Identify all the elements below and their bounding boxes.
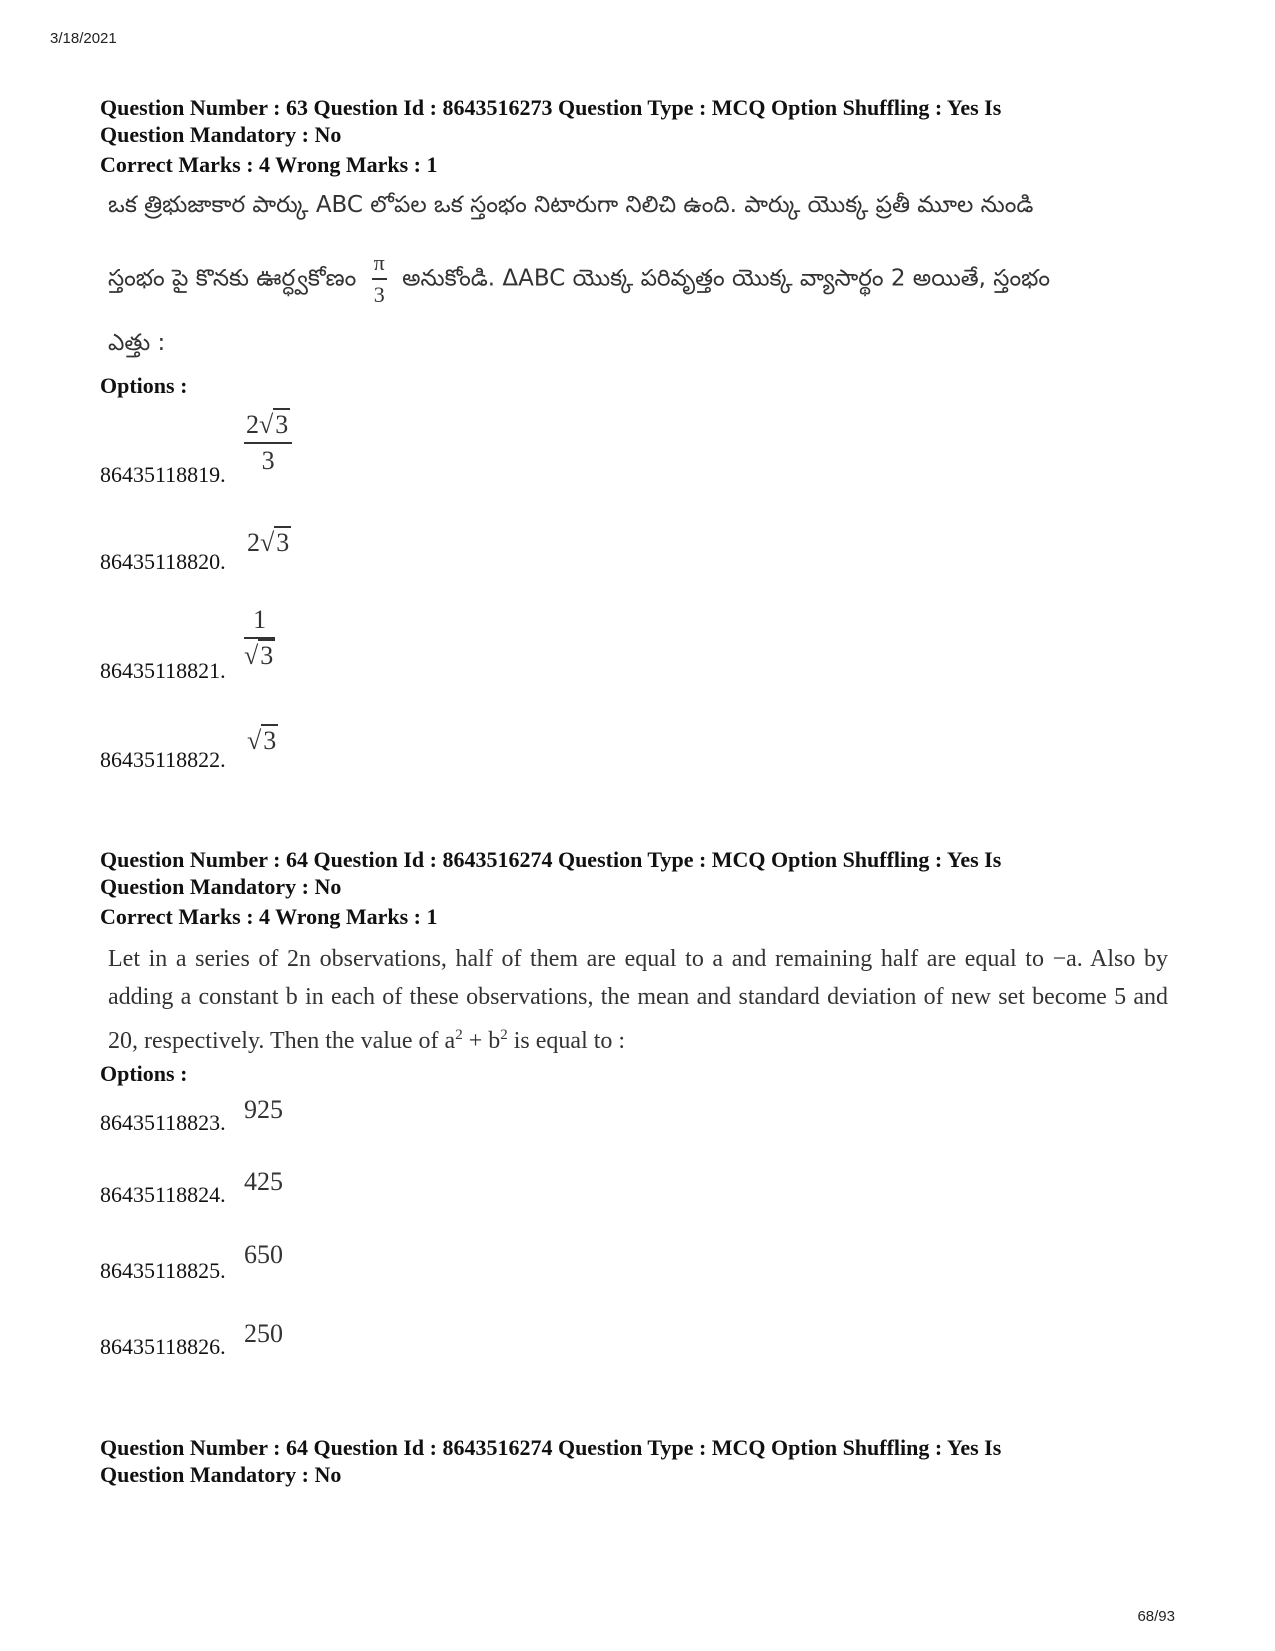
page-number: 68/93 bbox=[1137, 1608, 1175, 1625]
option-id: 86435118819. bbox=[100, 462, 226, 487]
coefficient: 2 bbox=[247, 528, 260, 557]
radical-sign: √ bbox=[244, 641, 259, 670]
question-header-line: Question Mandatory : No bbox=[100, 1462, 342, 1487]
question-64-header bbox=[100, 846, 1120, 900]
question-63-text-line-2 bbox=[108, 250, 1050, 308]
option-value: 425 bbox=[244, 1167, 283, 1196]
text-segment: అనుకోండి. ΔABC యొక్క పరివృత్తం యొక్క వ్యాసార్థం 2 అయితే, స్తంభం bbox=[402, 265, 1051, 292]
square-root bbox=[247, 726, 278, 756]
fraction bbox=[244, 410, 292, 476]
square-root bbox=[260, 528, 291, 558]
square-root bbox=[259, 410, 290, 440]
option-id: 86435118825. bbox=[100, 1258, 226, 1283]
fraction-denominator: 3 bbox=[261, 446, 275, 475]
question-64-repeat-header bbox=[100, 1434, 1120, 1488]
option-value-fraction bbox=[244, 605, 275, 671]
superscript: 2 bbox=[500, 1027, 508, 1043]
option-id: 86435118823. bbox=[100, 1110, 226, 1135]
angle-fraction bbox=[372, 250, 387, 308]
coefficient: 2 bbox=[246, 410, 259, 439]
option-value-root bbox=[247, 726, 278, 756]
question-64-marks: Correct Marks : 4 Wrong Marks : 1 bbox=[100, 904, 438, 929]
options-label: Options : bbox=[100, 1061, 188, 1086]
option-value-root bbox=[247, 528, 291, 558]
radical-sign: √ bbox=[260, 528, 275, 557]
text-segment: is equal to : bbox=[507, 1028, 626, 1054]
question-header-line: Question Number : 64 Question Id : 8643516274 Question Type : MCQ Option Shuffling : Yes Is bbox=[100, 847, 1002, 872]
radicand: 3 bbox=[276, 528, 290, 557]
option-value: 250 bbox=[244, 1319, 283, 1348]
options-label: Options : bbox=[100, 373, 188, 398]
question-63-text-line-3: ఎత్తు : bbox=[108, 330, 166, 356]
question-64-text bbox=[108, 940, 1168, 1060]
question-63-header bbox=[100, 94, 1120, 148]
question-header-line: Question Number : 64 Question Id : 8643516274 Question Type : MCQ Option Shuffling : Yes Is bbox=[100, 1435, 1002, 1460]
fraction-denominator bbox=[244, 639, 275, 671]
radicand: 3 bbox=[263, 726, 277, 755]
option-id: 86435118822. bbox=[100, 747, 226, 772]
fraction bbox=[244, 605, 275, 671]
text-segment: స్తంభం పై కొనకు ఊర్ధ్వకోణం bbox=[108, 265, 357, 292]
radical-sign: √ bbox=[259, 410, 274, 439]
option-value: 925 bbox=[244, 1095, 283, 1124]
fraction-numerator: 1 bbox=[244, 605, 275, 639]
radicand: 3 bbox=[260, 641, 274, 670]
text-segment: + b bbox=[462, 1028, 501, 1054]
radical-sign: √ bbox=[247, 726, 262, 755]
square-root bbox=[244, 641, 275, 671]
text-segment: Let in a series of 2n observations, half of them are equal to a and remaining half are equal to −a. Also by adding a constant b in each of these observations, the mean and standard deviation of new set become 5 and 20, respectively. Then the value of a bbox=[108, 946, 1168, 1054]
question-63-text-line-1: ఒక త్రిభుజాకార పార్కు ABC లోపల ఒక స్తంభం నిటారుగా నిలిచి ఉంది. పార్కు యొక్క ప్రతీ మూల నుండి bbox=[108, 192, 1034, 218]
option-id: 86435118821. bbox=[100, 658, 226, 683]
option-id: 86435118826. bbox=[100, 1334, 226, 1359]
print-date: 3/18/2021 bbox=[50, 30, 117, 47]
option-id: 86435118820. bbox=[100, 549, 226, 574]
option-value: 650 bbox=[244, 1240, 283, 1269]
question-63-marks: Correct Marks : 4 Wrong Marks : 1 bbox=[100, 152, 438, 177]
option-value-fraction bbox=[244, 410, 292, 476]
option-id: 86435118824. bbox=[100, 1182, 226, 1207]
fraction-numerator: π bbox=[372, 250, 387, 280]
fraction-denominator: 3 bbox=[373, 282, 385, 307]
question-header-line: Question Mandatory : No bbox=[100, 874, 342, 899]
superscript: 2 bbox=[455, 1027, 463, 1043]
question-header-line: Question Mandatory : No bbox=[100, 122, 342, 147]
radicand: 3 bbox=[275, 410, 289, 439]
question-header-line: Question Number : 63 Question Id : 8643516273 Question Type : MCQ Option Shuffling : Yes Is bbox=[100, 95, 1002, 120]
fraction-numerator bbox=[244, 410, 292, 444]
